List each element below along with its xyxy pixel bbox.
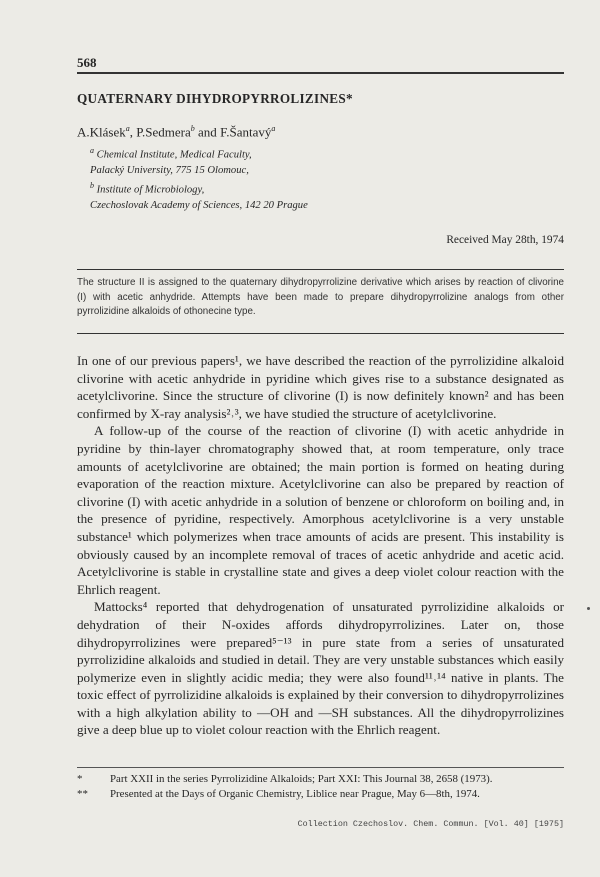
affiliation-text: Czechoslovak Academy of Sciences, 142 20 Prague xyxy=(90,199,308,211)
author-separator: , xyxy=(129,124,137,140)
received-date: Received May 28th, 1974 xyxy=(446,234,564,246)
affiliation-text: Institute of Microbiology, xyxy=(94,184,205,196)
author-affiliation-mark: a xyxy=(271,124,276,133)
affiliation-line xyxy=(90,163,390,178)
footnote-mark: ** xyxy=(77,787,88,800)
scan-speck xyxy=(587,607,590,610)
article-title: QUATERNARY DIHYDROPYRROLIZINES* xyxy=(77,91,353,106)
page-number: 568 xyxy=(77,55,97,70)
abstract: The structure II is assigned to the quaternary dihydropyrrolizine derivative which arises by reaction of clivorine (I) with acetic anhydride. Attempts have been made to prepare dihydropyrrolizine analogs from other pyrrolizidine alkaloids of othonecine type. xyxy=(77,277,564,317)
journal-footer: Collection Czechoslov. Chem. Commun. [Vol. 40] [1975] xyxy=(297,819,564,829)
affiliation-line xyxy=(90,198,390,213)
footnote xyxy=(77,787,564,802)
footnote-rule xyxy=(77,767,564,768)
affiliation-mark: b xyxy=(90,180,94,190)
body-paragraph: Mattocks⁴ reported that dehydrogenation of unsaturated pyrrolizidine alkaloids or dehydration of their N-oxides affords dihydropyrrolizines. Later on, those dihydropyrrolizines were prepared⁵⁻¹³ in pure state from a series of unsaturated pyrrolizidine alkaloids and studied in detail. They are very unstable substances which easily polymerize even in slightly acidic media; they were also found¹¹˒¹⁴ native in plants. The toxic effect of pyrrolizidine alkaloids is explained by their conversion to dihydropyrrolizines with a high alkylation ability to —OH and —SH substances. All the dihydropyrrolizines give a deep blue up to violet colour reaction with the Ehrlich reagent. xyxy=(77,599,564,738)
affiliation-text: Palacký University, 775 15 Olomouc, xyxy=(90,164,249,176)
abstract-top-rule xyxy=(77,269,564,270)
footnote-text: Presented at the Days of Organic Chemistry, Liblice near Prague, May 6—8th, 1974. xyxy=(110,787,480,800)
author-affiliation-mark: a xyxy=(125,124,130,133)
author-name: A.Klásek xyxy=(77,124,126,140)
footnote xyxy=(77,772,564,787)
author-name: F.Šantavý xyxy=(220,124,272,140)
affiliation-text: Chemical Institute, Medical Faculty, xyxy=(94,149,252,161)
author-and: and xyxy=(194,124,221,140)
article-body xyxy=(77,352,564,739)
affiliations xyxy=(90,143,390,213)
author-affiliation-mark: b xyxy=(190,124,195,133)
footnotes xyxy=(77,772,564,801)
body-paragraph: In one of our previous papers¹, we have described the reaction of the pyrrolizidine alkaloid clivorine with acetic anhydride in pyridine which gives rise to a substance designated as acetylclivorine. Since the structure of clivorine (I) is now definitely known² and has been confirmed by X-ray analysis²˒³, we have studied the structure of acetylclivorine. xyxy=(77,353,564,421)
author-line xyxy=(77,124,275,140)
affiliation-line xyxy=(90,178,390,198)
footnote-mark: * xyxy=(77,773,83,785)
affiliation-mark: a xyxy=(90,146,94,155)
author-name: P.Sedmera xyxy=(136,124,191,140)
abstract-bottom-rule xyxy=(77,333,564,334)
affiliation-line xyxy=(90,143,390,163)
footnote-text: Part XXII in the series Pyrrolizidine Alkaloids; Part XXI: This Journal 38, 2658 (1973). xyxy=(110,773,493,785)
body-paragraph: A follow-up of the course of the reaction of clivorine (I) with acetic anhydride in pyridine by thin-layer chromatography showed that, at room temperature, only trace amounts of acetylclivorine are obtained; the main portion is formed on heating during evaporation of the reaction mixture. Acetylclivorine can also be prepared by reaction of clivorine (I) with acetic anhydride in a solution of benzene or chloroform on boiling and, in the presence of pyridine, respectively. Amorphous acetylclivorine is a very unstable substance¹ which polymerizes when trace amounts of acids are present. This instability is obviously caused by an incomplete removal of traces of acetic anhydride and acetic acid. Acetylclivorine is stable in crystalline state and gives a deep violet colour reaction with the Ehrlich reagent. xyxy=(77,423,564,597)
header-rule xyxy=(77,72,564,74)
